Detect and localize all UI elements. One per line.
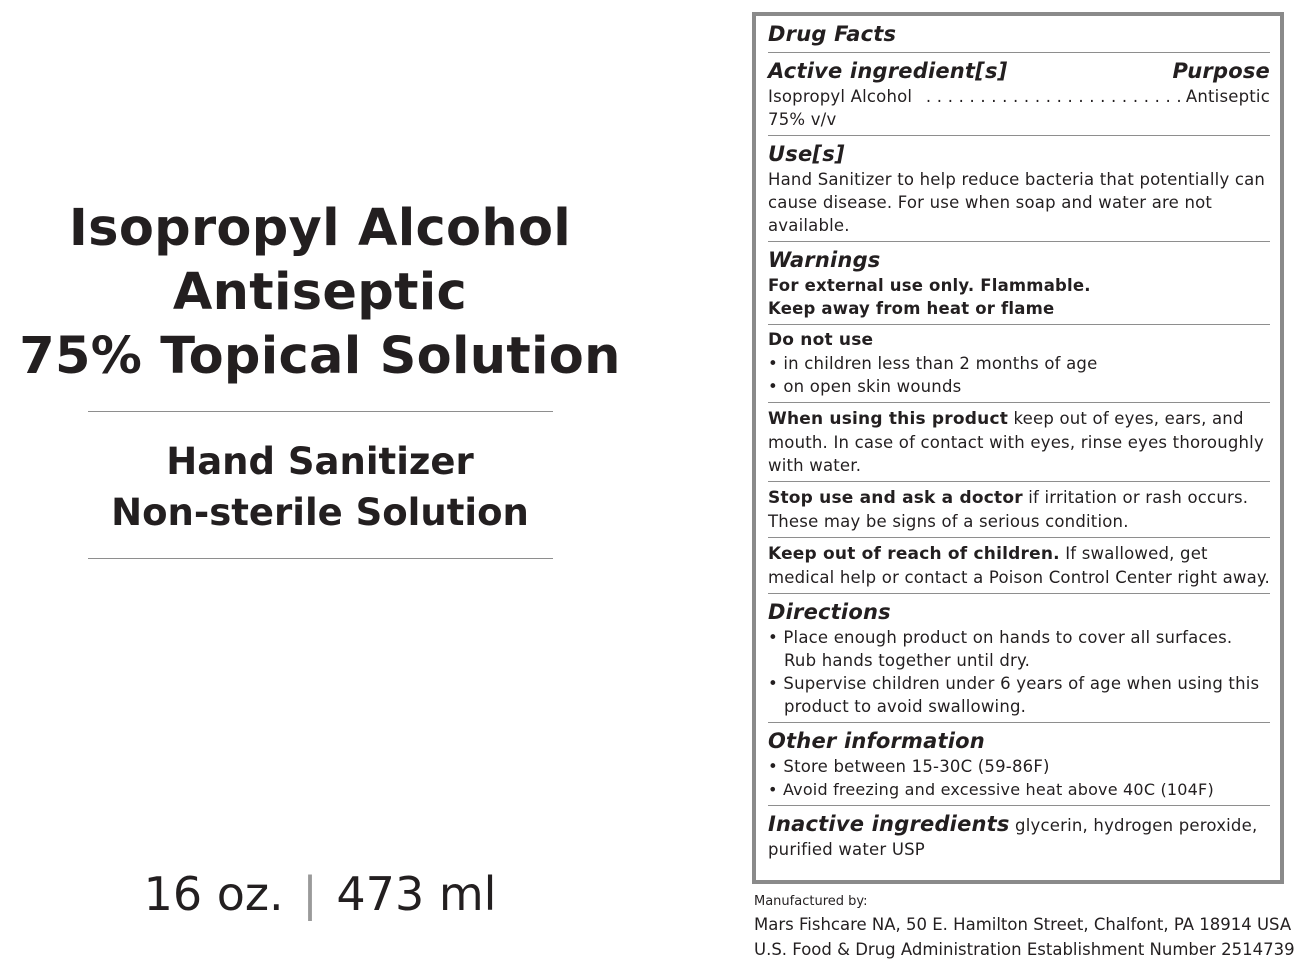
directions-section [768, 594, 1270, 723]
list-item: • on open skin wounds [768, 375, 1270, 398]
stop-use-text: if irritation or rash occurs. These may be signs of a serious condition. [768, 488, 1249, 531]
leader-dots: . . . . . . . . . . . . . . . . . . . . . . . . [925, 87, 1182, 106]
when-using-lead: When using this product [768, 409, 1009, 429]
divider [88, 558, 553, 559]
other-info-heading: Other information [768, 729, 985, 753]
do-not-use-section [768, 325, 1270, 403]
product-subtitle-line: Hand Sanitizer [166, 440, 474, 483]
when-using-section [768, 403, 1270, 482]
front-label-panel [0, 0, 640, 973]
stop-use-section [768, 482, 1270, 538]
inactive-ingredients-text: glycerin, hydrogen peroxide, purified water USP [768, 816, 1258, 859]
purpose-value: Antiseptic [1185, 87, 1270, 106]
uses-section [768, 136, 1270, 242]
keep-out-lead: Keep out of reach of children. [768, 544, 1060, 564]
other-info-section [768, 723, 1270, 806]
list-item: • Store between 15-30C (59-86F) [768, 755, 1270, 778]
manufacturer-address: Mars Fishcare NA, 50 E. Hamilton Street, Chalfont, PA 18914 USA [754, 915, 1292, 934]
list-item: • Place enough product on hands to cover all surfaces. Rub hands together until dry. [768, 626, 1270, 672]
product-title-line: 75% Topical Solution [19, 327, 621, 386]
warning-line: For external use only. Flammable. [768, 276, 1091, 295]
inactive-ingredients-section [768, 806, 1270, 865]
volume-ml: 473 ml [336, 867, 497, 921]
divider [88, 411, 553, 412]
list-item: • in children less than 2 months of age [768, 352, 1270, 375]
product-title-line: Antiseptic [172, 263, 468, 322]
stop-use-lead: Stop use and ask a doctor [768, 488, 1023, 508]
volume-oz: 16 oz. [143, 867, 284, 921]
do-not-use-heading: Do not use [768, 330, 874, 350]
manufactured-by-label: Manufactured by: [754, 894, 868, 909]
product-subtitle-line: Non-sterile Solution [111, 491, 529, 534]
when-using-text: keep out of eyes, ears, and mouth. In case of contact with eyes, rinse eyes thoroughly with water. [768, 409, 1264, 475]
net-volume [0, 862, 640, 926]
list-item: • Avoid freezing and excessive heat above 40C (104F) [768, 778, 1270, 801]
warning-line: Keep away from heat or flame [768, 299, 1055, 318]
active-ingredients-heading: Active ingredient[s] [768, 59, 1008, 83]
uses-heading: Use[s] [768, 142, 845, 166]
inactive-ingredients-lead: Inactive ingredients [768, 812, 1010, 836]
fda-establishment-number: U.S. Food & Drug Administration Establishment Number 2514739 [754, 940, 1295, 959]
manufacturer-info [754, 892, 1294, 962]
keep-out-section [768, 538, 1270, 594]
drug-facts-panel [752, 12, 1284, 884]
volume-separator: | [302, 867, 318, 921]
warnings-heading: Warnings [768, 248, 881, 272]
drug-facts-header [768, 16, 1270, 53]
uses-text: Hand Sanitizer to help reduce bacteria that potentially can cause disease. For use when soap and water are not available. [768, 170, 1266, 235]
purpose-heading: Purpose [1172, 59, 1270, 83]
active-ingredient: Isopropyl Alcohol 75% v/v [768, 87, 913, 129]
product-title [0, 197, 640, 389]
active-ingredients-section [768, 53, 1270, 136]
product-subtitle [0, 436, 640, 538]
keep-out-text: If swallowed, get medical help or contact a Poison Control Center right away. [768, 544, 1270, 587]
drug-facts-heading: Drug Facts [768, 22, 897, 46]
warnings-section [768, 242, 1270, 325]
list-item: • Supervise children under 6 years of age when using this product to avoid swallowing. [768, 672, 1270, 718]
directions-heading: Directions [768, 600, 891, 624]
product-title-line: Isopropyl Alcohol [68, 199, 572, 258]
